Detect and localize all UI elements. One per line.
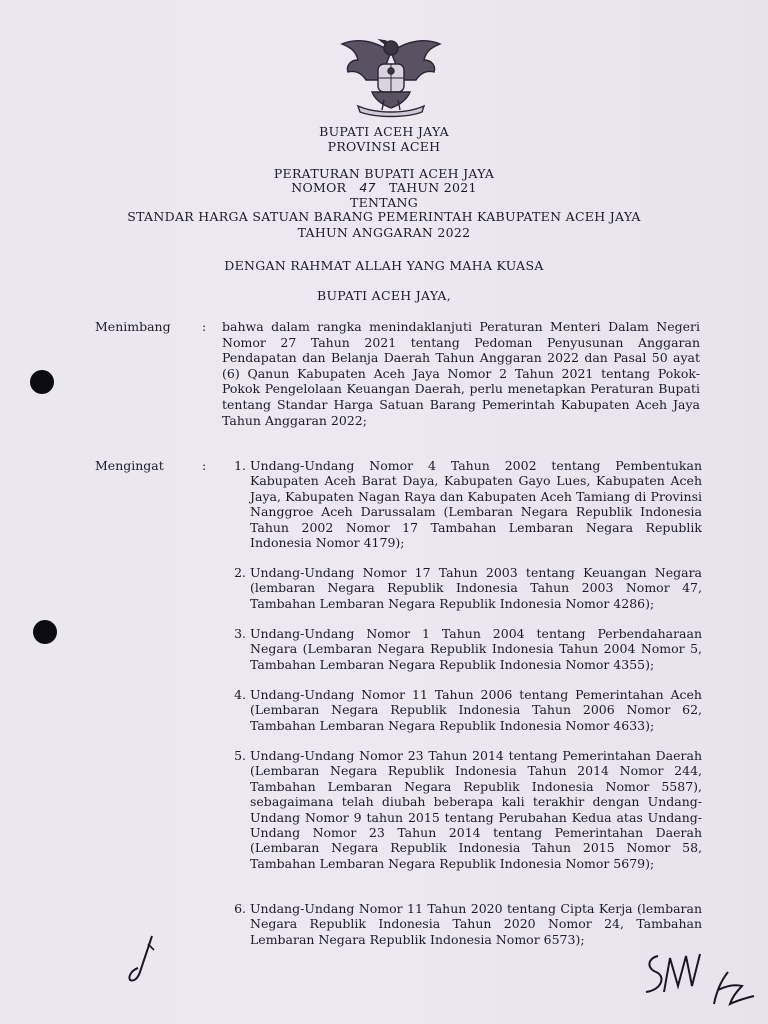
blessing-line: DENGAN RAHMAT ALLAH YANG MAHA KUASA xyxy=(224,258,544,273)
menimbang-label: Menimbang xyxy=(95,319,171,334)
number-suffix: TAHUN 2021 xyxy=(388,180,477,195)
mengingat-colon: : xyxy=(202,458,207,473)
initial-mark-left-icon xyxy=(118,930,168,986)
regulation-title: PERATURAN BUPATI ACEH JAYA xyxy=(273,166,495,181)
list-item-text: Undang-Undang Nomor 4 Tahun 2002 tentang Pembentukan Kabupaten Aceh Barat Daya, Kabupaten Gayo Lues, Kabupaten Aceh Jaya, Kabupaten Nagan Raya dan Kabupaten Aceh Tamiang di Provinsi Nanggroe Aceh Darussalam (Lembaran Negara Republik Indonesia Tahun 2002 Nomor 17 Tambahan Lembaran Negara Republik Indonesia Nomor 4179); xyxy=(250,458,702,551)
menimbang-colon: : xyxy=(202,319,207,334)
list-item-text: Undang-Undang Nomor 11 Tahun 2020 tentang Cipta Kerja (lembaran Negara Republik Indonesia Tahun 2020 Nomor 24, Tambahan Lembaran Negara Republik Indonesia Nomor 6573); xyxy=(250,901,702,947)
garuda-emblem-icon xyxy=(336,30,446,122)
heading-province: PROVINSI ACEH xyxy=(327,139,441,154)
list-item-text: Undang-Undang Nomor 11 Tahun 2006 tentang Pemerintahan Aceh (Lembaran Negara Republik Indonesia Tahun 2006 Nomor 62, Tambahan Lembaran Negara Republik Indonesia Nomor 4633); xyxy=(250,687,702,733)
list-item-number: 3. xyxy=(234,626,246,641)
punch-hole-top xyxy=(30,370,54,394)
list-item-number: 4. xyxy=(234,687,246,702)
list-item-text: Undang-Undang Nomor 1 Tahun 2004 tentang Perbendaharaan Negara (Lembaran Negara Republik Indonesia Tahun 2004 Nomor 5, Tambahan Lembaran Negara Republik Indonesia Nomor 4355); xyxy=(250,626,702,672)
heading-regent: BUPATI ACEH JAYA xyxy=(319,124,449,139)
subject-line-2: TAHUN ANGGARAN 2022 xyxy=(297,225,471,240)
authority-line: BUPATI ACEH JAYA, xyxy=(316,288,452,303)
signature-mark-right-icon xyxy=(708,966,756,1010)
subject-line-1: STANDAR HARGA SATUAN BARANG PEMERINTAH KABUPATEN ACEH JAYA xyxy=(127,209,641,224)
regulation-number xyxy=(0,180,768,195)
list-item-text: Undang-Undang Nomor 23 Tahun 2014 tentang Pemerintahan Daerah (Lembaran Negara Republik Indonesia Tahun 2014 Nomor 244, Tambahan Lembaran Negara Republik Indonesia Nomor 5587), sebagaimana telah diubah beberapa kali terakhir dengan Undang-Undang Nomor 9 tahun 2015 tentang Perubahan Kedua atas Undang-Undang Nomor 23 Tahun 2014 tentang Pemerintahan Daerah (Lembaran Negara Republik Indonesia Tahun 2015 Nomor 58, Tambahan Lembaran Negara Republik Indonesia Nomor 5679); xyxy=(250,748,702,871)
list-item-number: 1. xyxy=(234,458,246,473)
handwritten-number: 47 xyxy=(359,180,376,195)
about-label: TENTANG xyxy=(349,195,419,210)
punch-hole-bottom xyxy=(33,620,57,644)
signature-initials-icon xyxy=(640,946,708,1002)
list-item-text: Undang-Undang Nomor 17 Tahun 2003 tentang Keuangan Negara (lembaran Negara Republik Indonesia Tahun 2003 Nomor 47, Tambahan Lembaran Negara Republik Indonesia Nomor 4286); xyxy=(250,565,702,611)
list-item-number: 5. xyxy=(234,748,246,763)
list-item-number: 2. xyxy=(234,565,246,580)
number-prefix: NOMOR xyxy=(291,180,347,195)
menimbang-text: bahwa dalam rangka menindaklanjuti Peraturan Menteri Dalam Negeri Nomor 27 Tahun 2021 tentang Pedoman Penyusunan Anggaran Pendapatan dan Belanja Daerah Tahun Anggaran 2022 dan Pasal 50 ayat (6) Qanun Kabupaten Aceh Jaya Nomor 2 Tahun 2021 tentang Pokok-Pokok Pengelolaan Keuangan Daerah, perlu menetapkan Peraturan Bupati tentang Standar Harga Satuan Barang Pemerintah Kabupaten Aceh Jaya Tahun Anggaran 2022; xyxy=(222,319,700,428)
mengingat-label: Mengingat xyxy=(95,458,164,473)
list-item-number: 6. xyxy=(234,901,246,916)
